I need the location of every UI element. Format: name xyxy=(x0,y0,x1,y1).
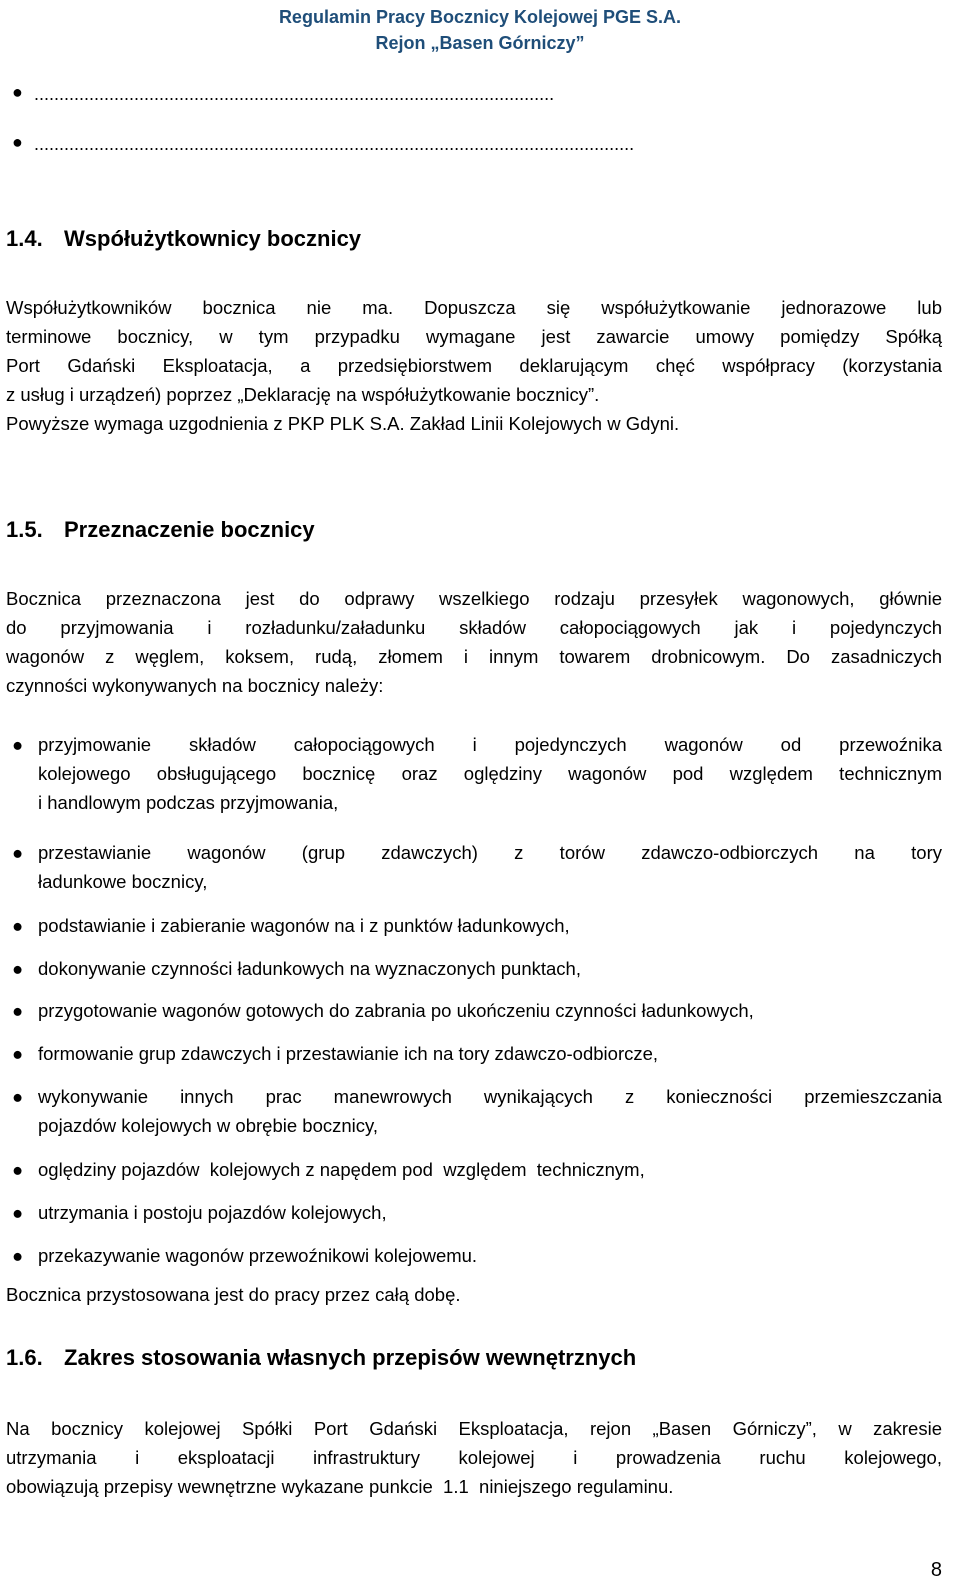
dotted-placeholder: ........................................................................................................................ xyxy=(34,134,635,154)
section-number: 1.4. xyxy=(6,226,43,251)
list-item-line: dokonywanie czynności ładunkowych na wyznaczonych punktach, xyxy=(38,958,581,979)
section-1-5-paragraph xyxy=(6,584,942,700)
list-item-line: kolejowego obsługującego bocznicę oraz oględziny wagonów pod względem technicznym xyxy=(38,763,942,784)
section-heading-1-6 xyxy=(6,1345,636,1371)
section-heading-1-5 xyxy=(6,517,315,543)
header-subtitle: Rejon „Basen Górniczy” xyxy=(375,33,585,53)
list-item-line: przyjmowanie składów całopociągowych i pojedynczych wagonów od przewoźnika xyxy=(38,734,942,755)
paragraph-line: Na bocznicy kolejowej Spółki Port Gdański Eksploatacja, rejon „Basen Górniczy”, w zakresie xyxy=(6,1418,942,1439)
list-item-line: formowanie grup zdawczych i przestawianie ich na tory zdawczo-odbiorcze, xyxy=(38,1043,659,1064)
list-item-line: przygotowanie wagonów gotowych do zabrania po ukończeniu czynności ładunkowych, xyxy=(38,1000,754,1021)
list-item-line: i handlowym podczas przyjmowania, xyxy=(38,792,339,813)
section-title: Współużytkownicy bocznicy xyxy=(64,226,362,251)
paragraph-line: Współużytkowników bocznica nie ma. Dopuszcza się współużytkowanie jednorazowe lub xyxy=(6,297,942,318)
bullet-icon: ● xyxy=(12,132,23,152)
bullet-icon: ● xyxy=(12,734,24,755)
page-number: 8 xyxy=(930,1559,942,1581)
closing-sentence: Bocznica przystosowana jest do pracy przez całą dobę. xyxy=(6,1284,461,1305)
paragraph-line: czynności wykonywanych na bocznicy należy: xyxy=(6,675,384,696)
list-item-line: oględziny pojazdów kolejowych z napędem pod względem technicznym, xyxy=(38,1159,645,1180)
paragraph-line: Powyższe wymaga uzgodnienia z PKP PLK S.A. Zakład Linii Kolejowych w Gdyni. xyxy=(6,413,680,434)
paragraph-line: Bocznica przeznaczona jest do odprawy wszelkiego rodzaju przesyłek wagonowych, głównie xyxy=(6,588,942,609)
bullet-icon: ● xyxy=(12,1159,24,1180)
bullet-icon: ● xyxy=(12,915,24,936)
paragraph-line: utrzymania i eksploatacji infrastruktury kolejowej i prowadzenia ruchu kolejowego, xyxy=(6,1447,942,1468)
paragraph-line: obowiązują przepisy wewnętrzne wykazane punkcie 1.1 niniejszego regulaminu. xyxy=(6,1476,674,1497)
bullet-icon: ● xyxy=(12,1000,24,1021)
bullet-icon: ● xyxy=(12,842,24,863)
paragraph-line: z usług i urządzeń) poprzez „Deklarację na współużytkowanie bocznicy”. xyxy=(6,384,600,405)
bullet-icon: ● xyxy=(12,1086,24,1107)
section-number: 1.5. xyxy=(6,517,43,542)
list-item-line: pojazdów kolejowych w obrębie bocznicy, xyxy=(38,1115,379,1136)
paragraph-line: Port Gdański Eksploatacja, a przedsiębiorstwem deklarującym chęć współpracy (korzystania xyxy=(6,355,942,376)
paragraph-line: terminowe bocznicy, w tym przypadku wymagane jest zawarcie umowy pomiędzy Spółką xyxy=(6,326,942,347)
list-item-line: wykonywanie innych prac manewrowych wynikających z konieczności przemieszczania xyxy=(38,1086,942,1107)
paragraph-line: wagonów z węglem, koksem, rudą, złomem i innym towarem drobnicowym. Do zasadniczych xyxy=(6,646,942,667)
section-number: 1.6. xyxy=(6,1345,43,1370)
dotted-placeholder: ........................................................................................................ xyxy=(34,84,555,104)
section-1-6-paragraph xyxy=(6,1414,942,1501)
bullet-icon: ● xyxy=(12,1202,24,1223)
page-header xyxy=(0,4,960,56)
list-item-line: utrzymania i postoju pojazdów kolejowych, xyxy=(38,1202,387,1223)
bullet-icon: ● xyxy=(12,82,23,102)
section-heading-1-4 xyxy=(6,226,361,252)
bullet-icon: ● xyxy=(12,1043,24,1064)
section-title: Zakres stosowania własnych przepisów wewnętrznych xyxy=(64,1345,637,1370)
list-item-line: przekazywanie wagonów przewoźnikowi kolejowemu. xyxy=(38,1245,478,1266)
list-item-line: podstawianie i zabieranie wagonów na i z punktów ładunkowych, xyxy=(38,915,570,936)
bullet-icon: ● xyxy=(12,958,24,979)
list-item-line: przestawianie wagonów (grup zdawczych) z torów zdawczo-odbiorczych na tory xyxy=(38,842,942,863)
section-title: Przeznaczenie bocznicy xyxy=(64,517,315,542)
list-item-line: ładunkowe bocznicy, xyxy=(38,871,208,892)
section-1-4-paragraph xyxy=(6,293,942,438)
paragraph-line: do przyjmowania i rozładunku/załadunku składów całopociągowych jak i pojedynczych xyxy=(6,617,942,638)
header-title: Regulamin Pracy Bocznicy Kolejowej PGE S.A. xyxy=(278,7,682,27)
bullet-icon: ● xyxy=(12,1245,24,1266)
